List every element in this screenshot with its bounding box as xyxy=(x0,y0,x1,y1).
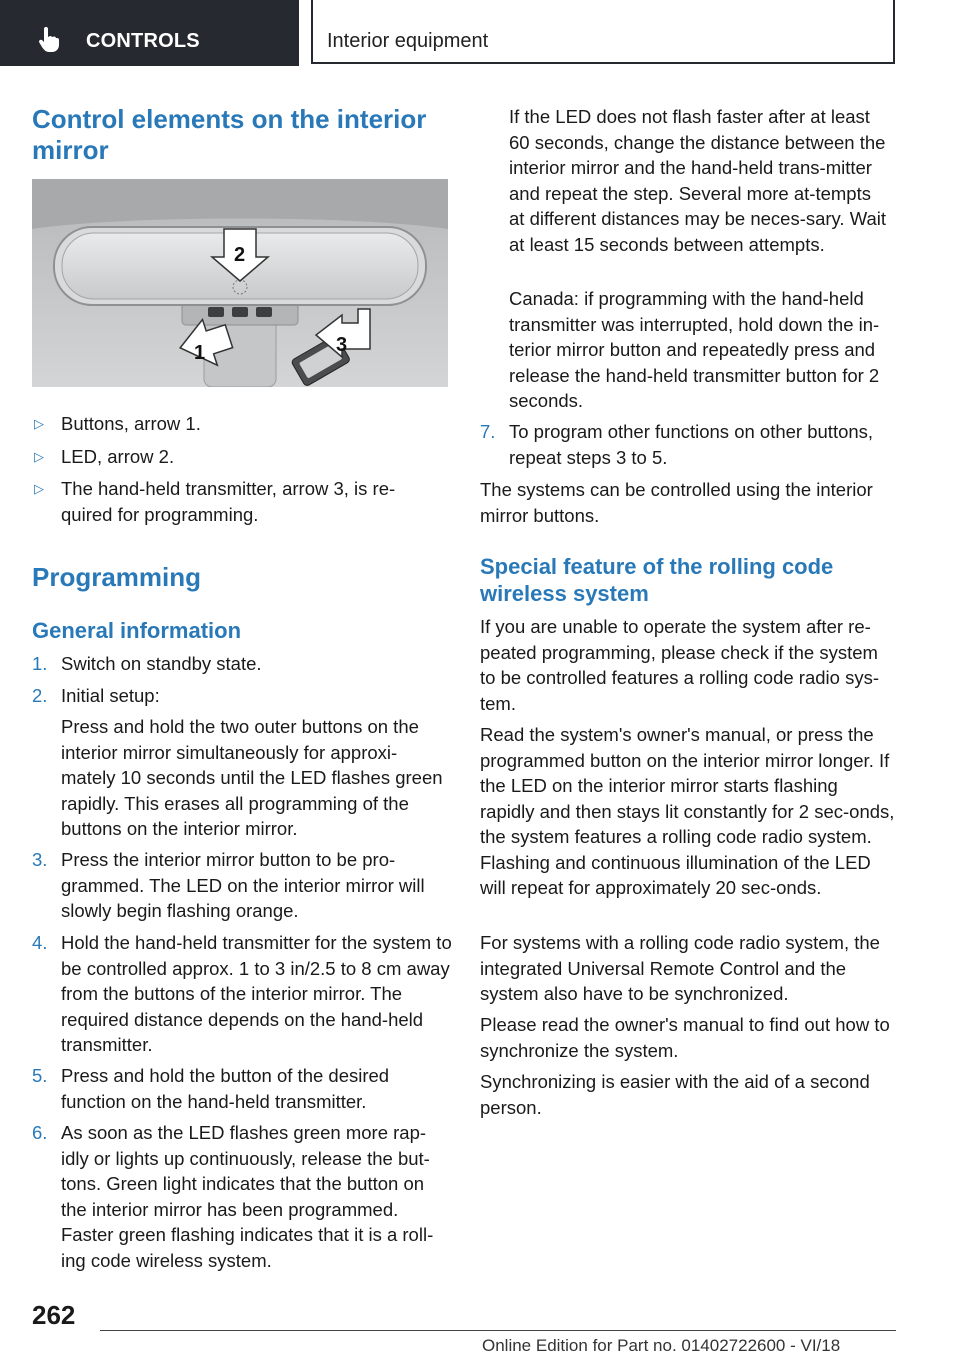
step-6-continued: If the LED does not flash faster after at least 60 seconds, change the distance between the interior mirror and the hand-held trans-mitter and repeat the step. Several more at-tempts at different distances may be neces-sary. Wait at least 15 seconds between attempts. xyxy=(509,106,887,255)
paragraph: For systems with a rolling code radio system, the integrated Universal Remote Control and the system also have to be synchronized. xyxy=(480,932,880,1004)
bullet-item: The hand-held transmitter, arrow 3, is re-quired for programming. xyxy=(61,478,396,525)
step-number: 5. xyxy=(32,1065,48,1086)
footer-divider xyxy=(100,1330,896,1331)
figure-label-3: 3 xyxy=(336,334,348,356)
figure-label-2: 2 xyxy=(234,244,246,266)
step-text: To program other functions on other buttons, repeat steps 3 to 5. xyxy=(509,421,874,468)
page-number: 262 xyxy=(32,1300,76,1330)
step-number: 1. xyxy=(32,653,48,674)
step-number: 7. xyxy=(480,421,496,442)
general-information-heading: General information xyxy=(32,618,242,643)
section-title: Control elements on the interior mirror xyxy=(32,104,427,165)
special-feature-heading: Special feature of the rolling code wireless system xyxy=(480,554,834,606)
figure-label-1: 1 xyxy=(194,342,206,364)
page-header xyxy=(0,0,960,66)
paragraph: Read the system's owner's manual, or press the programmed button on the interior mirror longer. If the LED on the interior mirror starts flashing rapidly and then stays lit constantly for 2 sec-onds, the system features a rolling code radio system. Flashing and continuous illumination of the LED will repeat for approximately 20 sec-onds. xyxy=(480,724,895,898)
section-label: CONTROLS xyxy=(86,30,200,52)
bullet-item: LED, arrow 2. xyxy=(61,446,175,467)
subsection-label: Interior equipment xyxy=(327,30,489,52)
programming-heading: Programming xyxy=(32,562,202,592)
hand-pointer-icon xyxy=(38,27,60,53)
step-text: Hold the hand-held transmitter for the system to be controlled approx. 1 to 3 in/2.5 to 8 cm away from the buttons of the interior mirror. The required distance depends on the hand-held transmitter. xyxy=(61,932,452,1055)
step-number: 6. xyxy=(32,1122,48,1143)
step-text: Initial setup: xyxy=(61,685,160,706)
paragraph: Synchronizing is easier with the aid of a second person. xyxy=(480,1071,870,1118)
step-text-continued: Press and hold the two outer buttons on the interior mirror simultaneously for approxi-mately 10 seconds until the LED flashes green rapidly. This erases all programming of the buttons on the interior mirror. xyxy=(61,716,443,839)
step-number: 4. xyxy=(32,932,48,953)
step-number: 2. xyxy=(32,685,48,706)
bullet-marker-icon: ▷ xyxy=(34,481,44,496)
bullet-item: Buttons, arrow 1. xyxy=(61,413,201,434)
step-text: As soon as the LED flashes green more rap-idly or lights up continuously, release the but-tons. Green light indicates that the button on the interior mirror has been programmed. Faster green flashing indicates that it is a roll-ing code wireless system. xyxy=(61,1122,434,1271)
bullet-marker-icon: ▷ xyxy=(34,416,44,431)
step-text: Press the interior mirror button to be pro-grammed. The LED on the interior mirror will slowly begin flashing orange. xyxy=(61,849,425,921)
step-text: Switch on standby state. xyxy=(61,653,262,674)
section-tab[interactable] xyxy=(0,0,299,66)
paragraph: The systems can be controlled using the interior mirror buttons. xyxy=(480,479,873,526)
canada-note: Canada: if programming with the hand-held transmitter was interrupted, hold down the in-terior mirror button and repeatedly press and release the hand-held transmitter button for 2 seconds. xyxy=(509,288,880,411)
paragraph: Please read the owner's manual to find out how to synchronize the system. xyxy=(480,1014,890,1061)
subsection-box xyxy=(311,0,895,64)
paragraph: If you are unable to operate the system after re-peated programming, please check if the system to be controlled features a rolling code radio sys-tem. xyxy=(480,616,879,714)
step-number: 3. xyxy=(32,849,48,870)
interior-mirror-illustration xyxy=(32,179,448,387)
step-text: Press and hold the button of the desired function on the hand-held transmitter. xyxy=(61,1065,390,1112)
edition-text: Online Edition for Part no. 01402722600 - VI/18 xyxy=(482,1336,841,1355)
bullet-marker-icon: ▷ xyxy=(34,449,44,464)
